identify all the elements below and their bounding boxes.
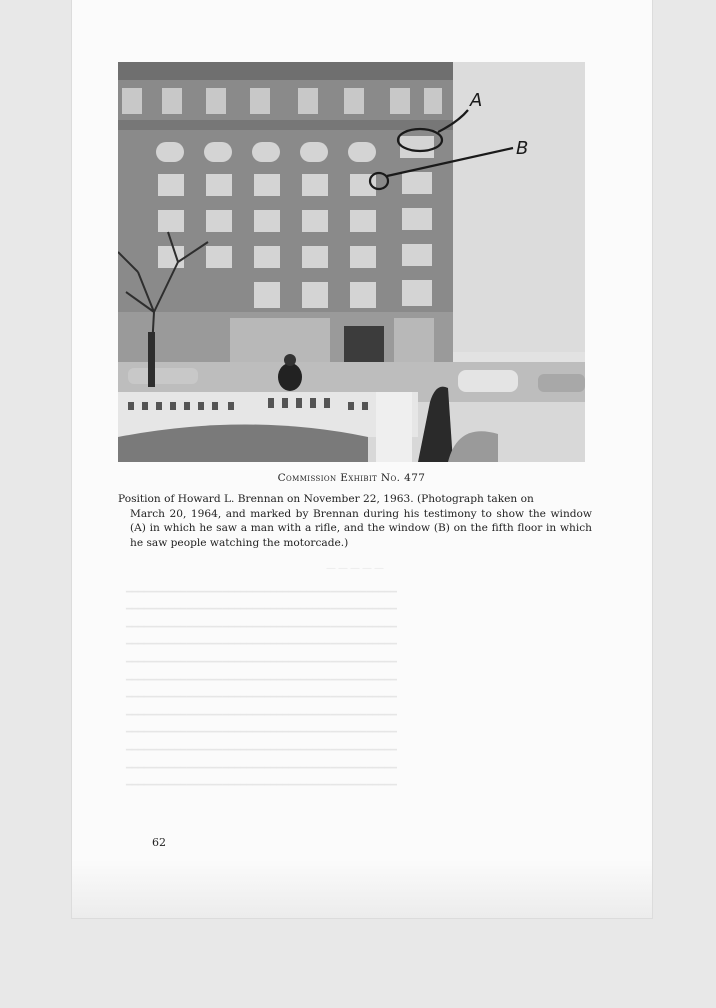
caption-continuation: March 20, 1964, and marked by Brennan during his testimony to show the window (A) in which he saw a man with a rifle, and the window (B) on the fifth floor in which he saw people watching the motorcade.) — [130, 507, 592, 549]
exhibit-caption — [118, 492, 592, 550]
exhibit-photograph — [118, 62, 585, 462]
bleed-through-text: ————— ━━━━━━━━━━━━━━━━━━━━━━━━━━━━━━━━━━━━━━━━━━━━━ ━━━━━━━━━━━━━━━━━━━━━━━━━━━━━━━━━━━━━━━━━━━━━ ━━━━━━━━━━━━━━━━━━━━━━━━━━━━━━━━━━━━━━━━━━━━━ ━━━━━━━━━━━━━━━━━━━━━━━━━━━━━━━━━━━━━━━━━━━━━ ━━━━━━━━━━━━━━━━━━━━━━━━━━━━━━━━━━━━━━━━━━━━━ ━━━━━━━━━━━━━━━━━━━━━━━━━━━━━━━━━━━━━━━━━━━━━ ━━━━━━━━━━━━━━━━━━━━━━━━━━━━━━━━━━━━━━━━━━━━━ ━━━━━━━━━━━━━━━━━━━━━━━━━━━━━━━━━━━━━━━━━━━━━ ━━━━━━━━━━━━━━━━━━━━━━━━━━━━━━━━━━━━━━━━━━━━━ ━━━━━━━━━━━━━━━━━━━━━━━━━━━━━━━━━━━━━━━━━━━━━ ━━━━━━━━━━━━━━━━━━━━━━━━━━━━━━━━━━━━━━━━━━━━━ ━━━━━━━━━━━━━━━━━━━━━━━━━━━━━━━━━━━━━━━━━━━━━ — [126, 563, 397, 792]
caption-first-line: Position of Howard L. Brennan on November 22, 1963. (Photograph taken on — [118, 493, 534, 505]
exhibit-title: Commission Exhibit No. 477 — [277, 472, 426, 484]
page-scan-shadow — [72, 860, 652, 918]
page-number: 62 — [152, 836, 166, 849]
marker-a-label: A — [470, 90, 483, 111]
marker-b-label: B — [516, 138, 529, 159]
